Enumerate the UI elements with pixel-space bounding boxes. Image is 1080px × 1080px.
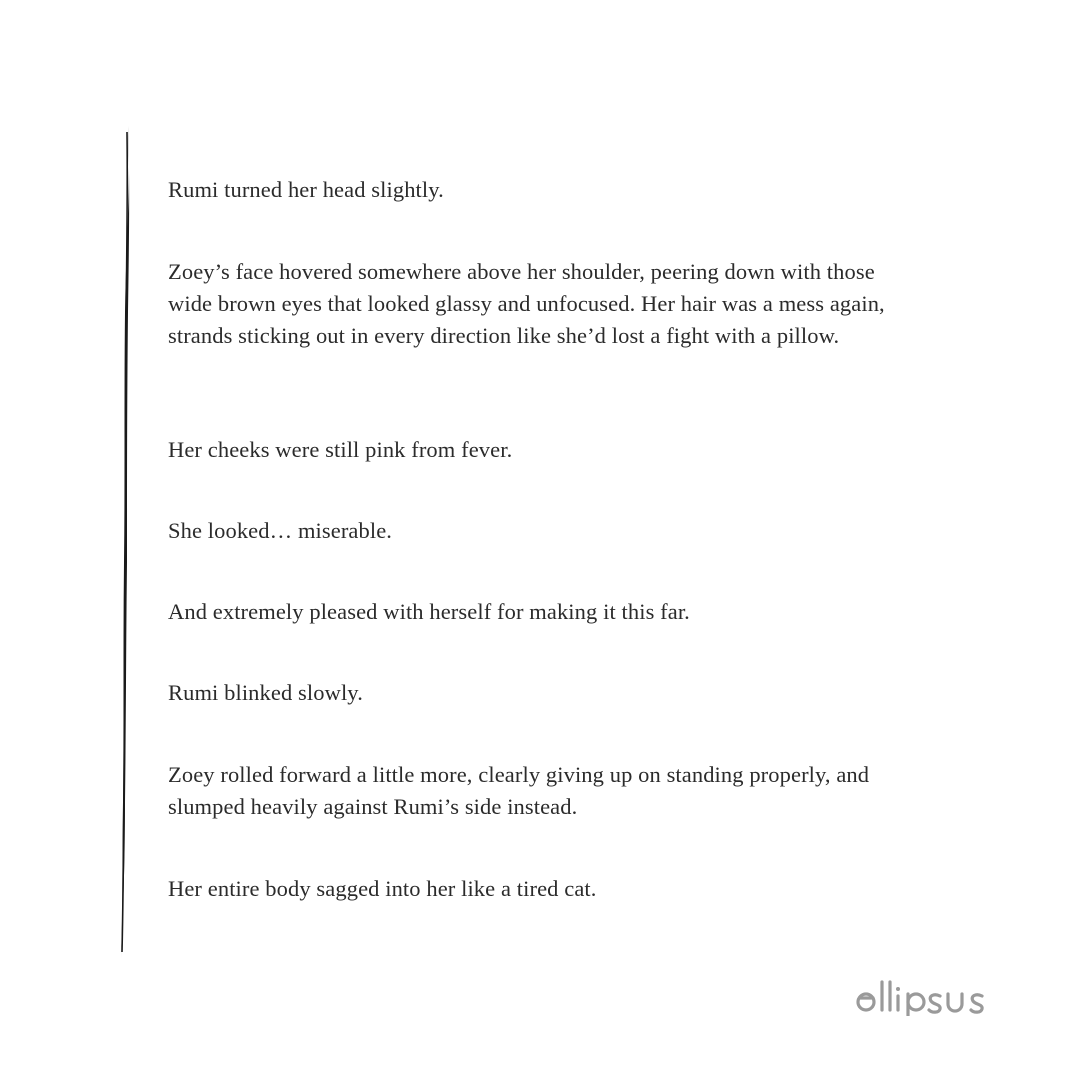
vertical-brush-line	[112, 122, 142, 962]
paragraph: Her entire body sagged into her like a tired cat.	[168, 876, 597, 901]
paragraph: Zoey’s face hovered somewhere above her shoulder, peering down with those wide brown eyes that looked glassy and unfocused. Her hair was a mess again, strands sticking out in every direction like she’d lost a fight with a pillow.	[168, 259, 885, 348]
paragraph: Rumi turned her head slightly.	[168, 177, 444, 202]
paragraph: Her cheeks were still pink from fever.	[168, 437, 513, 462]
paragraph: And extremely pleased with herself for making it this far.	[168, 599, 690, 624]
ellipsus-logo	[854, 972, 1006, 1016]
paragraph: She looked… miserable.	[168, 518, 393, 543]
paragraph: Zoey rolled forward a little more, clearly giving up on standing properly, and slumped heavily against Rumi’s side instead.	[168, 762, 870, 819]
paragraph: Rumi blinked slowly.	[168, 680, 363, 705]
